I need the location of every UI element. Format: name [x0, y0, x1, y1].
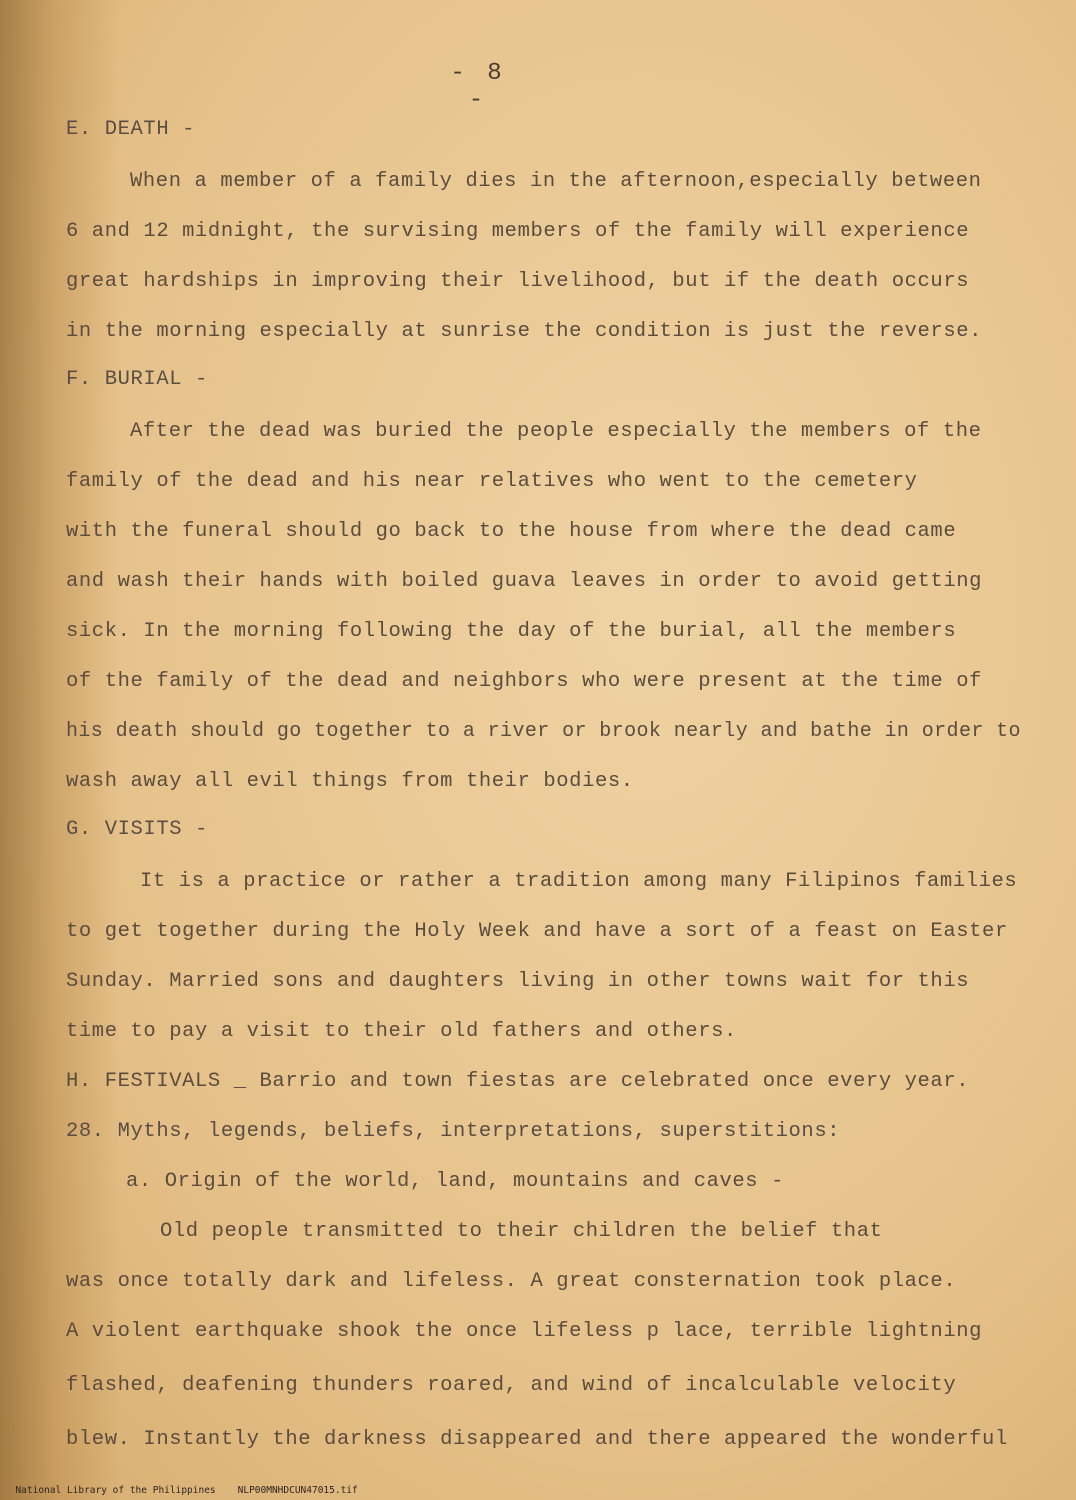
myths-line-5: blew. Instantly the darkness disappeared and there appeared the wonderful [66, 1428, 1008, 1451]
footer-library: National Library of the Philippines [15, 1485, 216, 1496]
burial-line-4: and wash their hands with boiled guava leaves in order to avoid getting [66, 570, 983, 593]
burial-line-2: family of the dead and his near relatives who went to the cemetery [66, 470, 918, 493]
myths-subheading: a. Origin of the world, land, mountains and caves - [126, 1170, 785, 1193]
section-death-heading: E. DEATH - [66, 118, 196, 141]
myths-line-1: Old people transmitted to their children the belief that [160, 1220, 883, 1243]
visits-line-1: It is a practice or rather a tradition among many Filipinos families [140, 870, 1018, 893]
visits-line-4: time to pay a visit to their old fathers and others. [66, 1020, 737, 1043]
festivals-line: H. FESTIVALS _ Barrio and town fiestas are celebrated once every year. [66, 1070, 970, 1093]
death-line-4: in the morning especially at sunrise the condition is just the reverse. [66, 320, 983, 343]
section-burial-heading: F. BURIAL - [66, 368, 208, 391]
footer [4, 1474, 380, 1496]
visits-line-2: to get together during the Holy Week and have a sort of a feast on Easter [66, 920, 1008, 943]
death-line-3: great hardships in improving their livelihood, but if the death occurs [66, 270, 970, 293]
myths-heading: 28. Myths, legends, beliefs, interpretations, superstitions: [66, 1120, 841, 1143]
burial-line-5: sick. In the morning following the day of the burial, all the members [66, 620, 957, 643]
visits-line-3: Sunday. Married sons and daughters living in other towns wait for this [66, 970, 970, 993]
burial-line-3: with the funeral should go back to the house from where the dead came [66, 520, 957, 543]
footer-file-id: NLP00MNHDCUN47015.tif [237, 1485, 358, 1496]
burial-line-1: After the dead was buried the people especially the members of the [130, 420, 982, 443]
burial-line-7: his death should go together to a river or brook nearly and bathe in order to [66, 720, 1021, 743]
burial-line-6: of the family of the dead and neighbors who were present at the time of [66, 670, 983, 693]
death-line-1: When a member of a family dies in the afternoon,especially between [130, 170, 982, 193]
section-visits-heading: G. VISITS - [66, 818, 208, 841]
page-number: - 8 - [450, 60, 506, 114]
burial-line-8: wash away all evil things from their bodies. [66, 770, 634, 793]
myths-line-4: flashed, deafening thunders roared, and wind of incalculable velocity [66, 1374, 957, 1397]
death-line-2: 6 and 12 midnight, the survising members of the family will experience [66, 220, 970, 243]
myths-line-3: A violent earthquake shook the once lifeless p lace, terrible lightning [66, 1320, 983, 1343]
myths-line-2: was once totally dark and lifeless. A great consternation took place. [66, 1270, 957, 1293]
